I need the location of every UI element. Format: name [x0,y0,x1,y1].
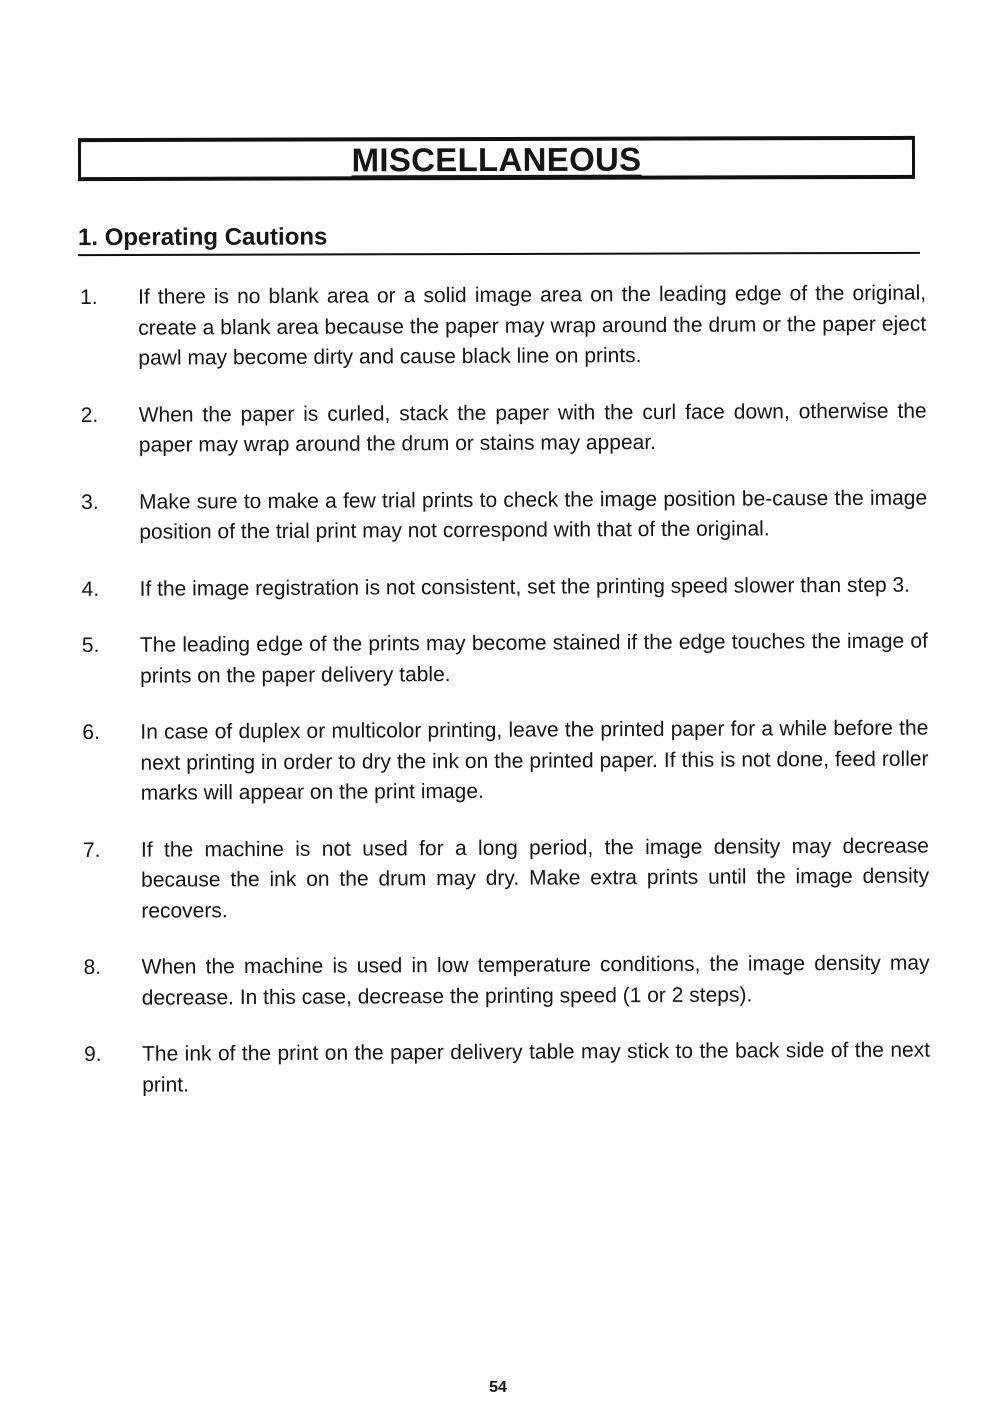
item-number: 2. [80,403,99,427]
list-item [81,396,927,461]
list-item [82,714,928,810]
list-item [81,483,927,548]
title-box [78,136,915,181]
item-number: 4. [81,577,100,601]
item-text: In case of duplex or multicolor printing, leave the printed paper for a while before the next printing in order to dry the ink on the printed paper. If this is not done, feed roller marks will appear on the print image. [140,716,929,805]
item-text: When the machine is used in low temperature conditions, the image density may decrease. In this case, decrease the printing speed (1 or 2 steps). [141,951,930,1010]
page-title: MISCELLANEOUS [351,140,642,179]
list-item [80,279,926,375]
list-item [83,831,929,927]
item-number: 7. [82,838,101,862]
item-number: 6. [82,720,100,744]
cautions-list [80,279,930,1127]
item-text: The leading edge of the prints may become stained if the edge touches the image of prints on the paper delivery table. [139,629,928,688]
item-text: If there is no blank area or a solid image area on the leading edge of the original, create a blank area because the paper may wrap around the drum or the paper eject pawl may become dirty and cause black line on prints. [138,281,927,370]
list-item [84,949,930,1014]
item-number: 5. [81,633,100,657]
item-number: 9. [83,1042,102,1066]
page-number: 54 [489,1379,507,1396]
item-number: 1. [80,285,98,309]
item-text: Make sure to make a few trial prints to check the image position be-cause the image position of the trial print may not correspond with that of the original. [139,486,928,544]
item-text: The ink of the print on the paper delivery table may stick to the back side of the next print. [141,1038,931,1097]
section-heading: 1. Operating Cautions [78,220,920,256]
list-item [82,627,928,692]
item-number: 8. [83,955,102,979]
list-item [82,570,928,605]
item-text: If the machine is not used for a long period, the image density may decrease because the ink on the drum may dry. Make extra prints until the image density recovers. [140,834,930,923]
item-text: When the paper is curled, stack the paper with the curl face down, otherwise the paper may wrap around the drum or stains may appear. [138,399,927,457]
item-text: If the image registration is not consistent, set the printing speed slower than step 3. [139,573,911,601]
item-number: 3. [81,490,99,514]
list-item [84,1036,930,1101]
